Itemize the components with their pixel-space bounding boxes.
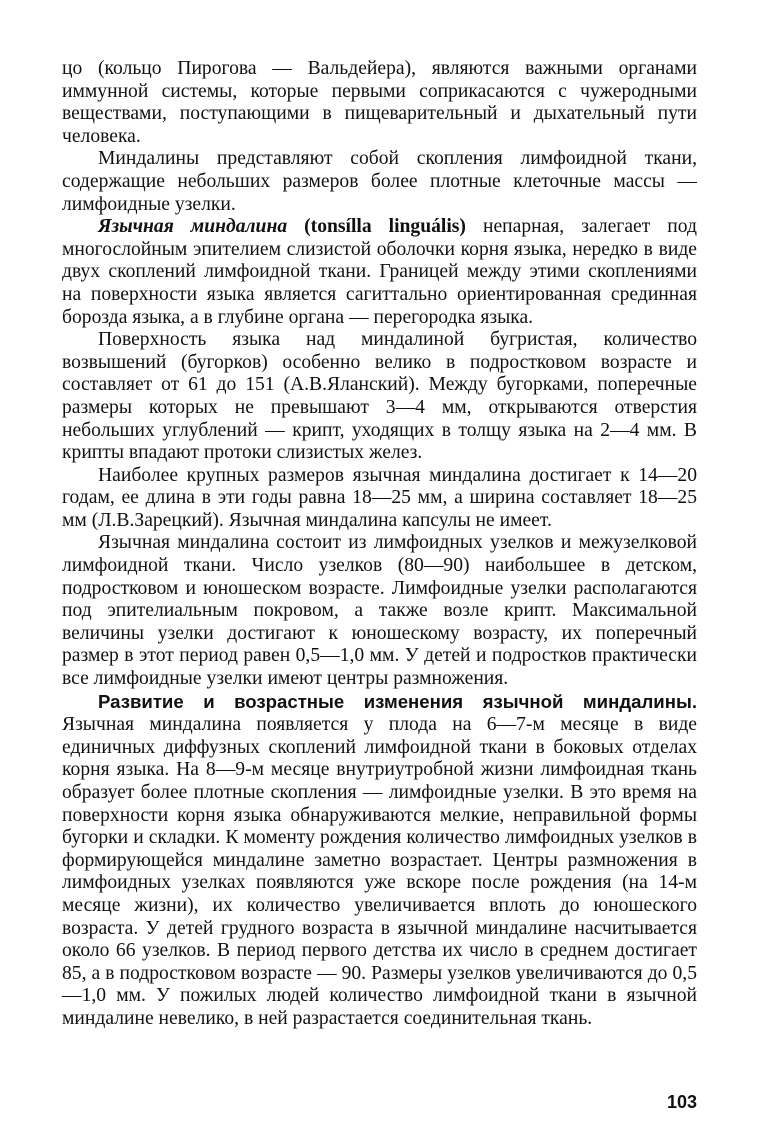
paragraph-text: Миндалины представляют собой скопления лимфоидной ткани, содержащие небольших размеров более плотные клеточные массы — лимфоидные узелки. (62, 148, 697, 215)
paragraph-development (62, 691, 697, 1031)
paragraph-text: Поверхность языка над миндалиной бугристая, количество возвышений (бугорков) особенно велико в подростковом возрасте и составляет от 61 до 151 (А.В.Яланский). Между бугорками, поперечные размеры которых не превышают 3—4 мм, открываются отверстия небольших углублений — крипт, уходящих в толщу языка на 2—4 мм. В крипты впадают протоки слизистых желез. (62, 329, 697, 464)
paragraph-tonsil-structure (62, 532, 697, 690)
section-heading: Развитие и возрастные изменения язычной миндалины. (98, 690, 697, 712)
page-number: 103 (666, 1092, 697, 1112)
paragraph-text: Язычная миндалина появляется у плода на 6—7-м месяце в виде единичных диффузных скоплений лимфоидной ткани в боковых отделах корня языка. На 8—9-м месяце внутриутробной жизни лимфоидная ткань образует более плотные скопления — лимфоидные узелки. В это время на поверхности корня языка обнаруживаются мелкие, неправильной формы бугорки и складки. К моменту рождения количество лимфоидных узелков в формирующейся миндалине заметно возрастает. Центры размножения в лимфоидных узелках появляются уже вскоре после рождения (на 14-м месяце жизни), их количество увеличивается вплоть до юношеского возраста. У детей грудного возраста в язычной миндалине насчитывается около 66 узелков. В период первого детства их число в среднем достигает 85, а в подростковом возрасте — 90. Размеры узелков увеличиваются до 0,5—1,0 мм. У пожилых людей количество лимфоидной ткани в язычной миндалине невелико, в ней разрастается соединительная ткань. (62, 714, 697, 1029)
paragraph-text: непарная, залегает под многослойным эпителием слизистой оболочки корня языка, нередко в виде двух скоплений лимфоидной ткани. Границей между этими скоплениями на поверхности языка является сагиттально ориентированная срединная борозда языка, а в глубине органа — перегородка языка. (62, 216, 697, 328)
paragraph-tongue-surface (62, 329, 697, 465)
section-term-lead: Язычная миндалина (98, 216, 288, 238)
document-page (62, 58, 697, 1031)
paragraph-text: Наиболее крупных размеров язычная миндалина достигает к 14—20 годам, ее длина в эти годы равна 18—25 мм, а ширина составляет 18—25 мм (Л.В.Зарецкий). Язычная миндалина капсулы не имеет. (62, 464, 697, 531)
latin-term: (tonsílla linguális) (304, 216, 466, 238)
paragraph-text: цо (кольцо Пирогова — Вальдейера), являются важными органами иммунной системы, которые первыми соприкасаются с чужеродными веществами, поступающими в пищеварительный и дыхательный пути человека. (62, 58, 697, 147)
paragraph-intro-continuation (62, 58, 697, 148)
paragraph-text: Язычная миндалина состоит из лимфоидных узелков и межузелковой лимфоидной ткани. Число узелков (80—90) наибольшее в детском, подростковом и юношеском возрасте. Лимфоидные узелки располагаются под эпителиальным покровом, а также возле крипт. Максимальной величины узелки достигают к юношескому возрасту, их поперечный размер в этот период равен 0,5—1,0 мм. У детей и подростков практически все лимфоидные узелки имеют центры размножения. (62, 532, 697, 690)
paragraph-tonsils-definition (62, 148, 697, 216)
paragraph-tonsil-size (62, 465, 697, 533)
paragraph-lingual-tonsil (62, 216, 697, 329)
